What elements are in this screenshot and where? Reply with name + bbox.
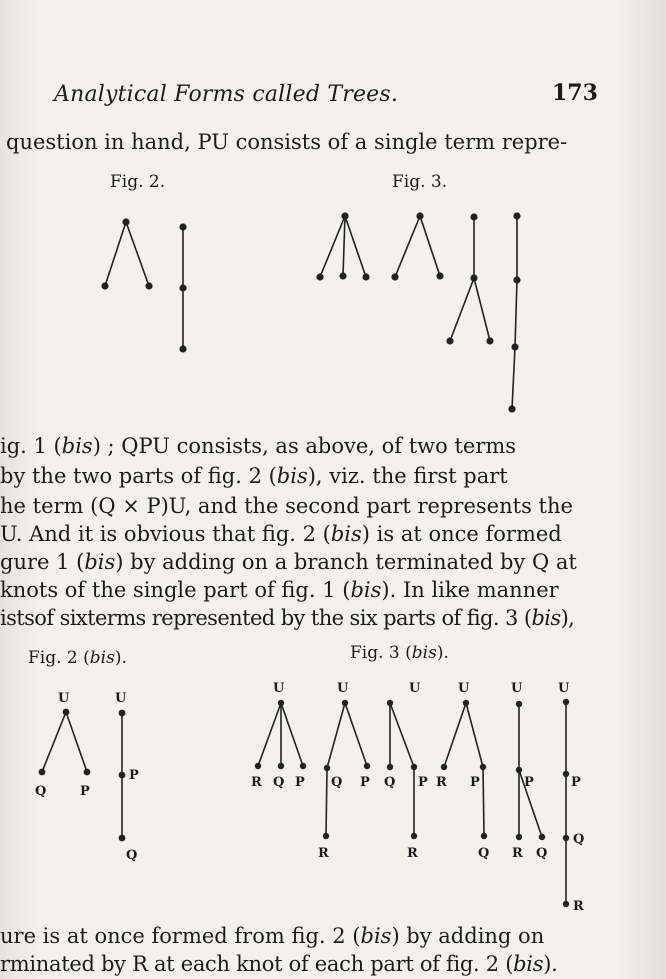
node-label-p: P xyxy=(571,775,581,790)
body-line: ig. 1 (bis) ; QPU consists, as above, of two terms xyxy=(0,434,517,458)
node-label-p: P xyxy=(129,768,139,783)
node-label-q: Q xyxy=(273,775,285,790)
body-line: by the two parts of fig. 2 (bis), viz. the first part xyxy=(0,464,508,488)
page-number: 173 xyxy=(552,80,598,106)
node-label-p: P xyxy=(80,784,90,799)
node-label-u: U xyxy=(409,681,421,696)
running-head: Analytical Forms called Trees. xyxy=(54,82,399,107)
node-label-u: U xyxy=(273,681,285,696)
node-label-p: P xyxy=(470,775,480,790)
node-label-r: R xyxy=(436,775,447,790)
body-line: istsof sixterms represented by the six parts of fig. 3 (bis), xyxy=(0,606,575,630)
node-label-r: R xyxy=(573,899,584,914)
node-label-u: U xyxy=(115,691,127,706)
fig-3-label: Fig. 3. xyxy=(392,172,448,192)
body-line: ure is at once formed from fig. 2 (bis) by adding on xyxy=(0,924,545,948)
node-label-u: U xyxy=(458,681,470,696)
node-label-u: U xyxy=(337,681,349,696)
node-label-u: U xyxy=(511,681,523,696)
node-label-r: R xyxy=(251,775,262,790)
fig-2-label: Fig. 2. xyxy=(110,172,166,192)
node-label-u: U xyxy=(58,691,70,706)
node-label-u: U xyxy=(558,681,570,696)
node-label-r: R xyxy=(318,846,329,861)
fig-2-bis-label: Fig. 2 (bis). xyxy=(28,648,127,668)
node-label-q: Q xyxy=(478,846,490,861)
node-label-q: Q xyxy=(384,775,396,790)
node-label-q: Q xyxy=(126,848,138,863)
node-label-q: Q xyxy=(331,775,343,790)
node-label-q: Q xyxy=(573,832,585,847)
node-label-r: R xyxy=(512,846,523,861)
node-label-q: Q xyxy=(536,846,548,861)
body-line: rminated by R at each knot of each part of fig. 2 (bis). xyxy=(0,952,558,976)
body-line: knots of the single part of fig. 1 (bis). In like manner xyxy=(0,578,559,602)
node-label-q: Q xyxy=(35,784,47,799)
fig-3-bis-label: Fig. 3 (bis). xyxy=(350,643,449,663)
node-label-p: P xyxy=(524,775,534,790)
body-line: question in hand, PU consists of a single term repre- xyxy=(6,130,568,154)
body-line: gure 1 (bis) by adding on a branch terminated by Q at xyxy=(0,550,577,574)
body-line: he term (Q × P)U, and the second part represents the xyxy=(0,494,573,518)
node-label-p: P xyxy=(418,775,428,790)
body-line: U. And it is obvious that fig. 2 (bis) is at once formed xyxy=(0,522,562,546)
node-label-p: P xyxy=(360,775,370,790)
node-label-p: P xyxy=(295,775,305,790)
node-label-r: R xyxy=(407,846,418,861)
